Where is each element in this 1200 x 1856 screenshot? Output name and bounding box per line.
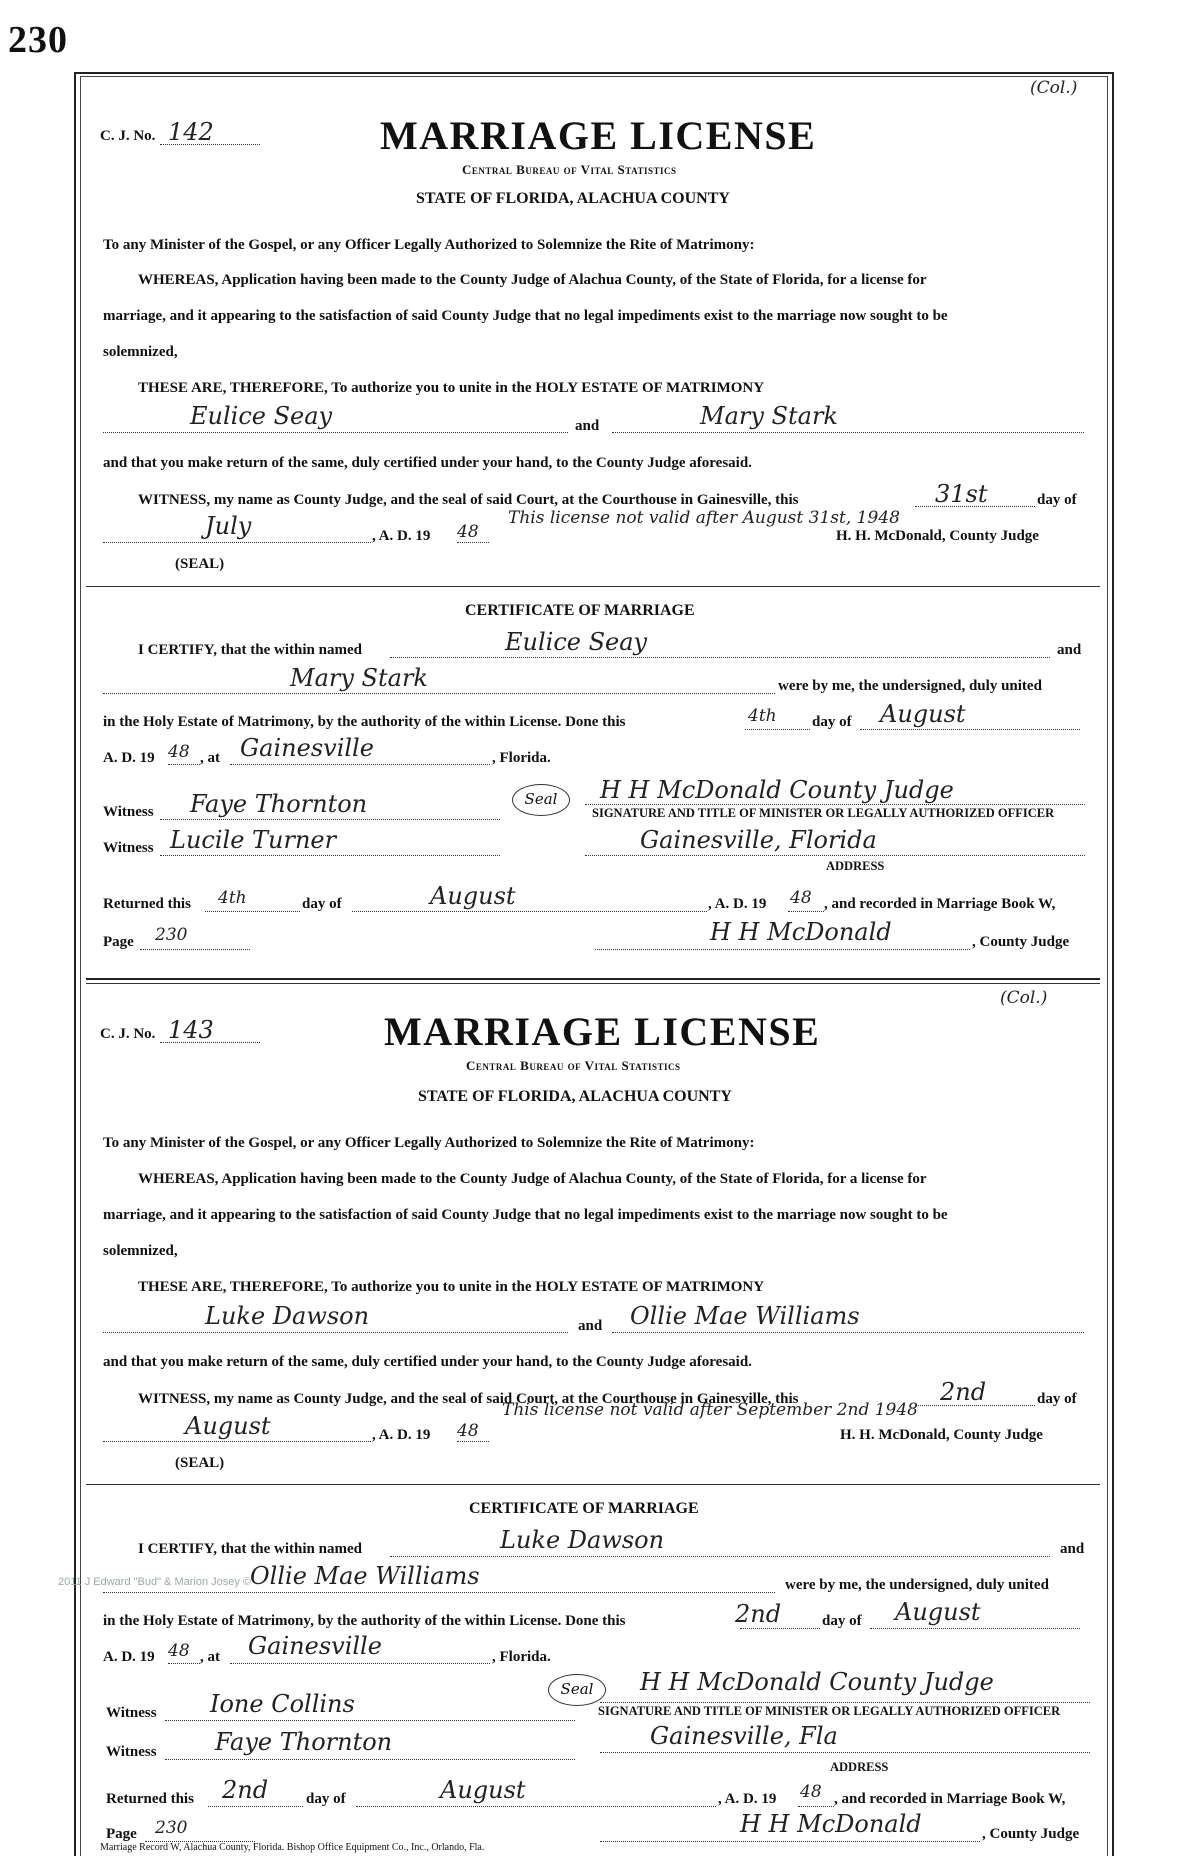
- florida-label: , Florida.: [492, 750, 551, 766]
- done-month: August: [895, 1598, 981, 1626]
- witness-label-2: Witness: [103, 840, 154, 856]
- cert-bride: Ollie Mae Williams: [250, 1562, 480, 1590]
- copyright-watermark: 2011 J Edward "Bud" & Marion Josey ©: [58, 1576, 252, 1588]
- officer-signature: H H McDonald County Judge: [600, 776, 954, 804]
- day-of-2: day of: [812, 714, 852, 730]
- license-title: MARRIAGE LICENSE: [380, 113, 817, 158]
- whereas-line-1: WHEREAS, Application having been made to the County Judge of Alachua County, of the State of Florida, for a license for: [138, 1171, 927, 1187]
- witness-label-2: Witness: [106, 1744, 157, 1760]
- recorded-ad: , A. D. 19: [718, 1791, 777, 1807]
- ad-label: , A. D. 19: [372, 528, 431, 544]
- officer-address: Gainesville, Fla: [650, 1722, 838, 1750]
- and-word: and: [578, 1318, 603, 1334]
- united-text: were by me, the undersigned, duly united: [778, 678, 1042, 694]
- seal-label: (SEAL): [175, 556, 225, 572]
- returned-month: August: [430, 882, 516, 910]
- witness-2-name: Lucile Turner: [170, 826, 337, 854]
- witness-month: July: [205, 512, 252, 540]
- record-page: 230: [155, 925, 188, 945]
- county-judge-label: , County Judge: [982, 1826, 1080, 1842]
- recorded-year: 48: [800, 1782, 822, 1802]
- florida-label: , Florida.: [492, 1649, 551, 1665]
- license-year: 48: [457, 522, 479, 542]
- done-year: 48: [168, 1641, 190, 1661]
- witness-text: WITNESS, my name as County Judge, and the seal of said Court, at the Courthouse in Gainesville, this: [138, 492, 799, 508]
- returned-label: Returned this: [106, 1791, 194, 1807]
- cj-number: 142: [168, 118, 214, 146]
- at-label: , at: [200, 750, 220, 766]
- officer-address: Gainesville, Florida: [640, 826, 877, 854]
- day-of-2: day of: [822, 1613, 862, 1629]
- returned-day-of: day of: [302, 896, 342, 912]
- salutation: To any Minister of the Gospel, or any Officer Legally Authorized to Solemnize the Rite of Matrimony:: [103, 237, 755, 253]
- bureau-name: Central Bureau of Vital Statistics: [466, 1058, 681, 1073]
- license-year: 48: [457, 1421, 479, 1441]
- whereas-line-3: solemnized,: [103, 1243, 178, 1259]
- witness-month: August: [185, 1412, 271, 1440]
- witness-1-name: Faye Thornton: [190, 790, 368, 818]
- recorded-book: , and recorded in Marriage Book W,: [834, 1791, 1066, 1807]
- cert-bride: Mary Stark: [290, 664, 428, 692]
- bride-name: Ollie Mae Williams: [630, 1302, 860, 1330]
- officer-seal-stamp: Seal: [548, 1674, 606, 1706]
- page-label: Page: [106, 1826, 137, 1842]
- state-county: STATE OF FLORIDA, ALACHUA COUNTY: [418, 1088, 732, 1105]
- cert-groom: Luke Dawson: [500, 1526, 665, 1554]
- ad-at-label: A. D. 19: [103, 1649, 155, 1665]
- judge-name: H. H. McDonald, County Judge: [836, 528, 1039, 544]
- groom-name: Luke Dawson: [205, 1302, 370, 1330]
- judge-name: H. H. McDonald, County Judge: [840, 1427, 1043, 1443]
- ceremony-place: Gainesville: [248, 1632, 382, 1660]
- witness-1-name: Ione Collins: [210, 1690, 355, 1718]
- recorded-ad: , A. D. 19: [708, 896, 767, 912]
- whereas-line-2: marriage, and it appearing to the satisfaction of said County Judge that no legal impediments exist to the marriage now sought to be: [103, 1207, 948, 1223]
- returned-day-of: day of: [306, 1791, 346, 1807]
- bureau-name: Central Bureau of Vital Statistics: [462, 162, 677, 177]
- cert-and: and: [1057, 642, 1082, 658]
- certify-label: I CERTIFY, that the within named: [138, 642, 362, 658]
- witness-day: 2nd: [940, 1378, 987, 1406]
- address-label: ADDRESS: [826, 859, 885, 873]
- cert-groom: Eulice Seay: [505, 628, 648, 656]
- seal-label: (SEAL): [175, 1455, 225, 1471]
- col-note: (Col.): [1030, 78, 1078, 98]
- witness-day: 31st: [935, 480, 988, 508]
- cj-label: C. J. No.: [100, 128, 156, 144]
- authorize-text: THESE ARE, THEREFORE, To authorize you to unite in the HOLY ESTATE OF MATRIMONY: [138, 1279, 765, 1295]
- day-of: day of: [1037, 1391, 1077, 1407]
- certify-label: I CERTIFY, that the within named: [138, 1541, 362, 1557]
- done-day: 2nd: [735, 1600, 782, 1628]
- bride-name: Mary Stark: [700, 402, 838, 430]
- returned-day: 2nd: [222, 1776, 269, 1804]
- whereas-line-2: marriage, and it appearing to the satisfaction of said County Judge that no legal impediments exist to the marriage now sought to be: [103, 308, 948, 324]
- page-number: 230: [8, 19, 68, 61]
- returned-label: Returned this: [103, 896, 191, 912]
- and-word: and: [575, 418, 600, 434]
- recorded-year: 48: [790, 888, 812, 908]
- returned-day: 4th: [218, 888, 247, 908]
- at-label: , at: [200, 1649, 220, 1665]
- groom-name: Eulice Seay: [190, 402, 333, 430]
- day-of: day of: [1037, 492, 1077, 508]
- recorded-book: , and recorded in Marriage Book W,: [824, 896, 1056, 912]
- salutation: To any Minister of the Gospel, or any Officer Legally Authorized to Solemnize the Rite of Matrimony:: [103, 1135, 755, 1151]
- whereas-line-1: WHEREAS, Application having been made to the County Judge of Alachua County, of the State of Florida, for a license for: [138, 272, 927, 288]
- county-judge-label: , County Judge: [972, 934, 1070, 950]
- page-label: Page: [103, 934, 134, 950]
- witness-label-1: Witness: [106, 1705, 157, 1721]
- officer-title-label: SIGNATURE AND TITLE OF MINISTER OR LEGALLY AUTHORIZED OFFICER: [598, 1704, 1061, 1718]
- address-label: ADDRESS: [830, 1760, 889, 1774]
- authorize-text: THESE ARE, THEREFORE, To authorize you to unite in the HOLY ESTATE OF MATRIMONY: [138, 380, 765, 396]
- cj-label: C. J. No.: [100, 1026, 156, 1042]
- certificate-title: CERTIFICATE OF MARRIAGE: [469, 1500, 699, 1517]
- whereas-line-3: solemnized,: [103, 344, 178, 360]
- united-text: were by me, the undersigned, duly united: [785, 1577, 1049, 1593]
- record-page: 230: [155, 1818, 188, 1838]
- cj-number: 143: [168, 1016, 214, 1044]
- witness-text: WITNESS, my name as County Judge, and the seal of said Court, at the Courthouse in Gainesville, this: [138, 1391, 799, 1407]
- judge-signature: H H McDonald: [740, 1810, 922, 1838]
- officer-signature: H H McDonald County Judge: [640, 1668, 994, 1696]
- ad-at-label: A. D. 19: [103, 750, 155, 766]
- ceremony-place: Gainesville: [240, 734, 374, 762]
- cert-and: and: [1060, 1541, 1085, 1557]
- witness-2-name: Faye Thornton: [215, 1728, 393, 1756]
- officer-title-label: SIGNATURE AND TITLE OF MINISTER OR LEGALLY AUTHORIZED OFFICER: [592, 806, 1055, 820]
- col-note: (Col.): [1000, 988, 1048, 1008]
- done-month: August: [880, 700, 966, 728]
- return-text: and that you make return of the same, duly certified under your hand, to the County Judge aforesaid.: [103, 455, 752, 471]
- returned-month: August: [440, 1776, 526, 1804]
- validity-note: This license not valid after September 2nd 1948: [502, 1400, 919, 1420]
- certificate-title: CERTIFICATE OF MARRIAGE: [465, 602, 695, 619]
- state-county: STATE OF FLORIDA, ALACHUA COUNTY: [416, 190, 730, 207]
- done-day: 4th: [748, 706, 777, 726]
- form-footer: Marriage Record W, Alachua County, Florida. Bishop Office Equipment Co., Inc., Orlando, Fla.: [100, 1842, 485, 1853]
- return-text: and that you make return of the same, duly certified under your hand, to the County Judge aforesaid.: [103, 1354, 752, 1370]
- ad-label: , A. D. 19: [372, 1427, 431, 1443]
- holy-estate-text: in the Holy Estate of Matrimony, by the authority of the within License. Done this: [103, 714, 626, 730]
- validity-note: This license not valid after August 31st, 1948: [508, 508, 900, 528]
- officer-seal-stamp: Seal: [512, 784, 570, 816]
- holy-estate-text: in the Holy Estate of Matrimony, by the authority of the within License. Done this: [103, 1613, 626, 1629]
- witness-label-1: Witness: [103, 804, 154, 820]
- judge-signature: H H McDonald: [710, 918, 892, 946]
- done-year: 48: [168, 742, 190, 762]
- license-title: MARRIAGE LICENSE: [384, 1009, 821, 1054]
